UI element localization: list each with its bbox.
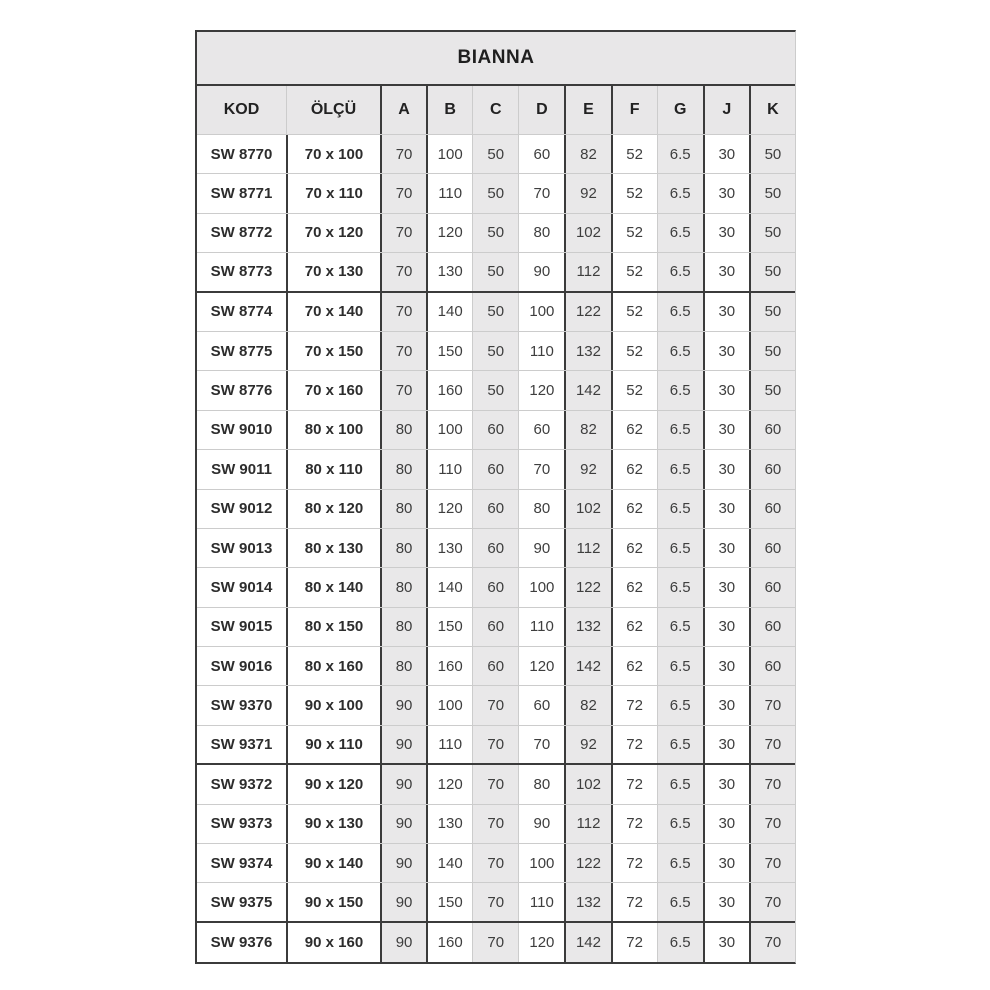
table-row [197,686,795,725]
value-cell: 100 [426,686,472,724]
column-header-e: E [564,86,610,134]
value-cell: 50 [472,371,518,409]
value-cell: 60 [749,411,795,449]
table-row [197,450,795,489]
value-cell: 30 [703,568,749,606]
value-cell: 60 [472,568,518,606]
value-cell: 30 [703,174,749,212]
value-cell: 52 [611,293,657,331]
value-cell: 142 [564,647,610,685]
value-cell: 6.5 [657,332,703,370]
value-cell: 50 [472,253,518,290]
kod-cell: SW 9012 [210,500,273,518]
value-cell: 50 [472,135,518,173]
column-header-g: G [657,86,703,134]
value-cell: 30 [703,805,749,843]
value-cell: 70 [472,923,518,962]
value-cell: 100 [426,411,472,449]
value-cell: 6.5 [657,411,703,449]
table-row [197,883,795,922]
value-cell: 80 [380,411,426,449]
table-row [197,726,795,765]
value-cell: 140 [426,293,472,331]
value-cell: 60 [472,411,518,449]
value-cell: 160 [426,371,472,409]
value-cell: 6.5 [657,923,703,962]
value-cell: 70 [518,726,564,763]
value-cell: 30 [703,883,749,920]
value-cell: 100 [426,135,472,173]
value-cell: 72 [611,686,657,724]
table-row [197,805,795,844]
value-cell: 160 [426,647,472,685]
value-cell: 52 [611,214,657,252]
value-cell: 50 [749,371,795,409]
value-cell: 50 [472,293,518,331]
value-cell: 62 [611,608,657,646]
olcu-cell: 70 x 100 [286,135,380,173]
value-cell: 6.5 [657,490,703,528]
olcu-cell: 90 x 150 [286,883,380,920]
value-cell: 70 [749,726,795,763]
column-header-a: A [380,86,426,134]
value-cell: 100 [518,568,564,606]
value-cell: 6.5 [657,805,703,843]
value-cell: 30 [703,923,749,962]
value-cell: 90 [380,726,426,763]
value-cell: 70 [749,805,795,843]
value-cell: 70 [749,844,795,882]
value-cell: 30 [703,214,749,252]
value-cell: 70 [380,293,426,331]
table-row [197,371,795,410]
value-cell: 62 [611,568,657,606]
olcu-cell: 70 x 150 [286,332,380,370]
value-cell: 80 [380,647,426,685]
value-cell: 102 [564,765,610,803]
table-row [197,411,795,450]
value-cell: 100 [518,844,564,882]
olcu-cell: 80 x 130 [286,529,380,567]
kod-cell: SW 9010 [210,421,273,439]
value-cell: 30 [703,647,749,685]
value-cell: 70 [518,450,564,488]
value-cell: 70 [749,765,795,803]
column-header-d: D [518,86,564,134]
value-cell: 90 [380,765,426,803]
value-cell: 110 [518,883,564,920]
value-cell: 60 [472,450,518,488]
olcu-cell: 90 x 120 [286,765,380,803]
olcu-cell: 90 x 160 [286,923,380,962]
value-cell: 140 [426,568,472,606]
olcu-cell: 70 x 120 [286,214,380,252]
value-cell: 80 [518,214,564,252]
value-cell: 70 [749,686,795,724]
value-cell: 90 [518,529,564,567]
value-cell: 80 [518,765,564,803]
kod-cell: SW 9371 [210,736,273,754]
olcu-cell: 90 x 110 [286,726,380,763]
table-row [197,765,795,804]
value-cell: 6.5 [657,726,703,763]
value-cell: 120 [426,490,472,528]
value-cell: 6.5 [657,253,703,290]
value-cell: 112 [564,253,610,290]
value-cell: 130 [426,253,472,290]
value-cell: 50 [749,135,795,173]
value-cell: 62 [611,490,657,528]
kod-cell: SW 9013 [210,539,273,557]
kod-cell: SW 8773 [210,263,273,281]
value-cell: 70 [380,214,426,252]
value-cell: 82 [564,135,610,173]
value-cell: 120 [518,647,564,685]
value-cell: 120 [426,765,472,803]
kod-cell: SW 9374 [210,854,273,872]
value-cell: 100 [518,293,564,331]
value-cell: 70 [472,883,518,920]
table-row [197,174,795,213]
table-row [197,332,795,371]
value-cell: 130 [426,529,472,567]
value-cell: 62 [611,647,657,685]
value-cell: 70 [380,174,426,212]
value-cell: 80 [518,490,564,528]
table-row [197,490,795,529]
header-row [197,86,795,135]
value-cell: 6.5 [657,568,703,606]
value-cell: 120 [518,371,564,409]
value-cell: 30 [703,135,749,173]
column-header-c: C [472,86,518,134]
olcu-cell: 80 x 100 [286,411,380,449]
value-cell: 112 [564,805,610,843]
value-cell: 60 [749,647,795,685]
value-cell: 90 [380,844,426,882]
column-header-k: K [749,86,795,134]
column-header-b: B [426,86,472,134]
table-row [197,253,795,292]
kod-cell: SW 9011 [211,460,272,478]
value-cell: 52 [611,174,657,212]
olcu-cell: 70 x 140 [286,293,380,331]
value-cell: 72 [611,765,657,803]
olcu-cell: 70 x 160 [286,371,380,409]
kod-cell: SW 9373 [210,815,273,833]
value-cell: 110 [426,450,472,488]
value-cell: 30 [703,608,749,646]
value-cell: 122 [564,293,610,331]
value-cell: 70 [380,253,426,290]
table-row [197,608,795,647]
value-cell: 6.5 [657,371,703,409]
value-cell: 110 [518,608,564,646]
value-cell: 62 [611,529,657,567]
value-cell: 80 [380,490,426,528]
value-cell: 112 [564,529,610,567]
value-cell: 70 [380,332,426,370]
value-cell: 120 [518,923,564,962]
table-row [197,568,795,607]
value-cell: 60 [749,450,795,488]
value-cell: 50 [749,214,795,252]
value-cell: 82 [564,411,610,449]
olcu-cell: 90 x 100 [286,686,380,724]
table-row [197,214,795,253]
kod-cell: SW 9372 [210,775,273,793]
value-cell: 90 [518,253,564,290]
size-spec-table [195,30,796,964]
kod-cell: SW 8775 [210,342,273,360]
value-cell: 132 [564,608,610,646]
value-cell: 90 [380,686,426,724]
value-cell: 72 [611,883,657,920]
value-cell: 90 [518,805,564,843]
value-cell: 70 [472,805,518,843]
value-cell: 30 [703,371,749,409]
value-cell: 70 [472,844,518,882]
value-cell: 52 [611,253,657,290]
table-row [197,293,795,332]
value-cell: 62 [611,411,657,449]
table-title: BIANNA [197,32,795,86]
value-cell: 150 [426,332,472,370]
kod-cell: SW 9016 [210,657,273,675]
value-cell: 70 [380,135,426,173]
value-cell: 30 [703,253,749,290]
value-cell: 110 [426,174,472,212]
value-cell: 80 [380,568,426,606]
table-row [197,135,795,174]
value-cell: 70 [749,883,795,920]
kod-cell: SW 8774 [210,303,273,321]
value-cell: 60 [472,529,518,567]
value-cell: 6.5 [657,529,703,567]
value-cell: 70 [749,923,795,962]
column-header-f: F [611,86,657,134]
value-cell: 50 [472,174,518,212]
value-cell: 72 [611,923,657,962]
value-cell: 62 [611,450,657,488]
value-cell: 50 [749,293,795,331]
value-cell: 60 [749,490,795,528]
value-cell: 70 [472,726,518,763]
value-cell: 80 [380,529,426,567]
value-cell: 60 [518,686,564,724]
kod-cell: SW 8771 [210,185,273,203]
olcu-cell: 80 x 140 [286,568,380,606]
value-cell: 6.5 [657,844,703,882]
value-cell: 50 [749,253,795,290]
value-cell: 82 [564,686,610,724]
value-cell: 120 [426,214,472,252]
olcu-cell: 80 x 150 [286,608,380,646]
value-cell: 132 [564,332,610,370]
value-cell: 160 [426,923,472,962]
value-cell: 6.5 [657,608,703,646]
value-cell: 30 [703,332,749,370]
value-cell: 30 [703,844,749,882]
value-cell: 70 [472,686,518,724]
value-cell: 70 [380,371,426,409]
value-cell: 70 [472,765,518,803]
value-cell: 30 [703,686,749,724]
value-cell: 52 [611,371,657,409]
value-cell: 102 [564,214,610,252]
value-cell: 122 [564,568,610,606]
value-cell: 90 [380,805,426,843]
value-cell: 6.5 [657,174,703,212]
value-cell: 50 [472,214,518,252]
value-cell: 30 [703,490,749,528]
value-cell: 92 [564,726,610,763]
value-cell: 30 [703,450,749,488]
olcu-cell: 90 x 130 [286,805,380,843]
value-cell: 50 [749,174,795,212]
value-cell: 6.5 [657,647,703,685]
kod-cell: SW 9014 [210,578,273,596]
olcu-cell: 80 x 160 [286,647,380,685]
value-cell: 6.5 [657,214,703,252]
value-cell: 30 [703,765,749,803]
olcu-cell: 80 x 120 [286,490,380,528]
value-cell: 90 [380,883,426,920]
value-cell: 70 [518,174,564,212]
value-cell: 6.5 [657,135,703,173]
kod-cell: SW 8776 [210,382,273,400]
value-cell: 60 [472,490,518,528]
value-cell: 102 [564,490,610,528]
column-header-kod: KOD [197,86,286,134]
value-cell: 72 [611,844,657,882]
value-cell: 60 [749,529,795,567]
kod-cell: SW 9015 [210,618,273,636]
value-cell: 6.5 [657,883,703,920]
value-cell: 150 [426,883,472,920]
value-cell: 60 [749,608,795,646]
value-cell: 52 [611,135,657,173]
table-body [197,135,795,962]
olcu-cell: 90 x 140 [286,844,380,882]
table-row [197,923,795,962]
value-cell: 142 [564,923,610,962]
value-cell: 30 [703,411,749,449]
value-cell: 30 [703,529,749,567]
table-row [197,844,795,883]
value-cell: 72 [611,805,657,843]
value-cell: 6.5 [657,293,703,331]
column-header-j: J [703,86,749,134]
value-cell: 140 [426,844,472,882]
value-cell: 50 [749,332,795,370]
value-cell: 52 [611,332,657,370]
value-cell: 80 [380,608,426,646]
value-cell: 132 [564,883,610,920]
value-cell: 72 [611,726,657,763]
value-cell: 150 [426,608,472,646]
value-cell: 60 [472,647,518,685]
value-cell: 122 [564,844,610,882]
value-cell: 6.5 [657,686,703,724]
value-cell: 30 [703,726,749,763]
value-cell: 110 [518,332,564,370]
value-cell: 80 [380,450,426,488]
kod-cell: SW 9376 [210,934,273,951]
value-cell: 142 [564,371,610,409]
table-row [197,647,795,686]
kod-cell: SW 8770 [210,145,273,163]
value-cell: 6.5 [657,765,703,803]
kod-cell: SW 9370 [210,697,273,715]
kod-cell: SW 8772 [210,224,273,242]
value-cell: 130 [426,805,472,843]
kod-cell: SW 9375 [210,893,273,911]
value-cell: 60 [749,568,795,606]
value-cell: 60 [518,411,564,449]
value-cell: 50 [472,332,518,370]
value-cell: 60 [472,608,518,646]
olcu-cell: 70 x 130 [286,253,380,290]
value-cell: 90 [380,923,426,962]
olcu-cell: 80 x 110 [286,450,380,488]
olcu-cell: 70 x 110 [286,174,380,212]
value-cell: 92 [564,450,610,488]
value-cell: 6.5 [657,450,703,488]
table-row [197,529,795,568]
column-header--l-: ÖLÇÜ [286,86,380,134]
value-cell: 92 [564,174,610,212]
value-cell: 30 [703,293,749,331]
value-cell: 60 [518,135,564,173]
value-cell: 110 [426,726,472,763]
